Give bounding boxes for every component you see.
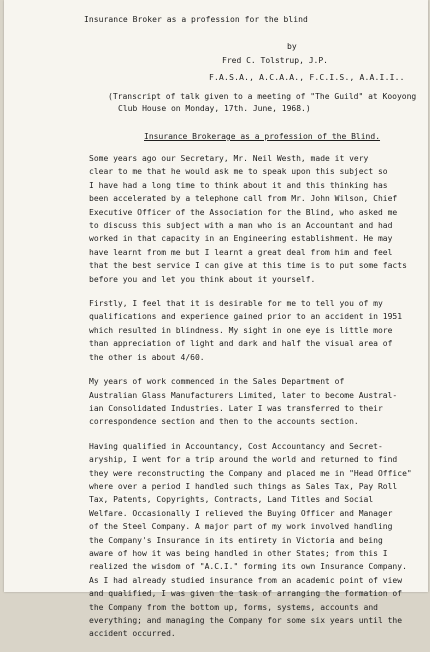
page-title: Insurance Broker as a profession for the blind — [84, 15, 308, 24]
text-line: worked in that capacity in an Engineering establishment. He may — [89, 234, 393, 244]
text-line: qualifications and experience gained prior to an accident in 1951 — [89, 312, 403, 322]
text-line: Welfare. Occasionally I relieved the Buying Officer and Manager — [89, 508, 393, 518]
text-line: everything; and managing the Company for some six years until the — [89, 616, 403, 625]
text-line: of the Steel Company. A major part of my work involved handling — [89, 522, 393, 532]
text-line: Tax, Patents, Copyrights, Contracts, Land Titles and Social — [89, 495, 374, 505]
transcript-line: Club House on Monday, 17th. June, 1968.) — [118, 104, 311, 113]
text-line: realized the wisdom of "A.C.I." forming its own Insurance Company. — [89, 562, 407, 572]
text-line: to discuss this subject with a man who is an Accountant and had — [89, 221, 393, 231]
byline: by — [287, 42, 297, 51]
text-line: Australian Glass Manufacturers Limited, later to become Austral- — [89, 390, 398, 400]
text-line: As I had already studied insurance from an academic point of view — [89, 575, 403, 585]
text-line: the Company from the bottom up, forms, systems, accounts and — [89, 602, 378, 612]
text-line: that the best service I can give at this time is to put some facts — [89, 261, 407, 271]
text-line: been accelerated by a telephone call from Mr. John Wilson, Chief — [89, 194, 398, 204]
text-line: the Company's Insurance in its entirety in Victoria and being — [89, 535, 383, 545]
document-page — [4, 0, 428, 639]
text-line: Executive Officer of the Association for the Blind, who asked me — [89, 207, 398, 217]
text-line: which resulted in blindness. My sight in one eye is little more — [89, 325, 393, 335]
text-line: My years of work commenced in the Sales Department of — [89, 377, 345, 387]
text-line: the other is about 4/60. — [89, 352, 205, 362]
text-line: ian Consolidated Industries. Later I was transferred to their — [89, 403, 383, 413]
transcript-line: (Transcript of talk given to a meeting of "The Guild" at Kooyong — [108, 92, 417, 101]
text-line: have learnt from me but I learnt a great deal from him and feel — [89, 247, 393, 257]
text-line: correspondence section and then to the accounts section. — [89, 417, 359, 427]
text-line: and qualified, I was given the task of arranging the formation of — [89, 589, 403, 599]
text-line: they were reconstructing the Company and placed me in "Head Office" — [89, 468, 412, 478]
author-name: Fred C. Tolstrup, J.P. — [222, 56, 328, 65]
paragraph-1 — [89, 152, 419, 286]
text-line: I have had a long time to think about it and this thinking has — [89, 180, 388, 190]
paragraph-4 — [89, 440, 419, 641]
text-line: aware of how it was being handled in other States; from this I — [89, 548, 388, 558]
paragraph-3 — [89, 375, 419, 429]
text-line: clear to me that he would ask me to speak upon this subject so — [89, 167, 388, 177]
text-line: where over a period I handled such things as Sales Tax, Pay Roll — [89, 481, 398, 491]
text-line: than appreciation of light and dark and half the visual area of — [89, 339, 393, 349]
transcript-note — [108, 91, 418, 115]
text-line: Firstly, I feel that it is desirable for me to tell you of my — [89, 299, 383, 309]
author-qualifications: F.A.S.A., A.C.A.A., F.C.I.S., A.A.I.I.. — [209, 73, 405, 82]
text-line: accident occurred. — [89, 629, 176, 639]
text-line: Some years ago our Secretary, Mr. Neil Westh, made it very — [89, 154, 369, 163]
section-heading: Insurance Brokerage as a profession of the Blind. — [144, 132, 381, 141]
body-text — [89, 152, 419, 652]
text-line: aryship, I went for a trip around the world and returned to find — [89, 455, 398, 465]
text-line: before you and let you think about it yourself. — [89, 274, 316, 284]
text-line: Having qualified in Accountancy, Cost Accountancy and Secret- — [89, 441, 383, 451]
paragraph-2 — [89, 297, 419, 364]
